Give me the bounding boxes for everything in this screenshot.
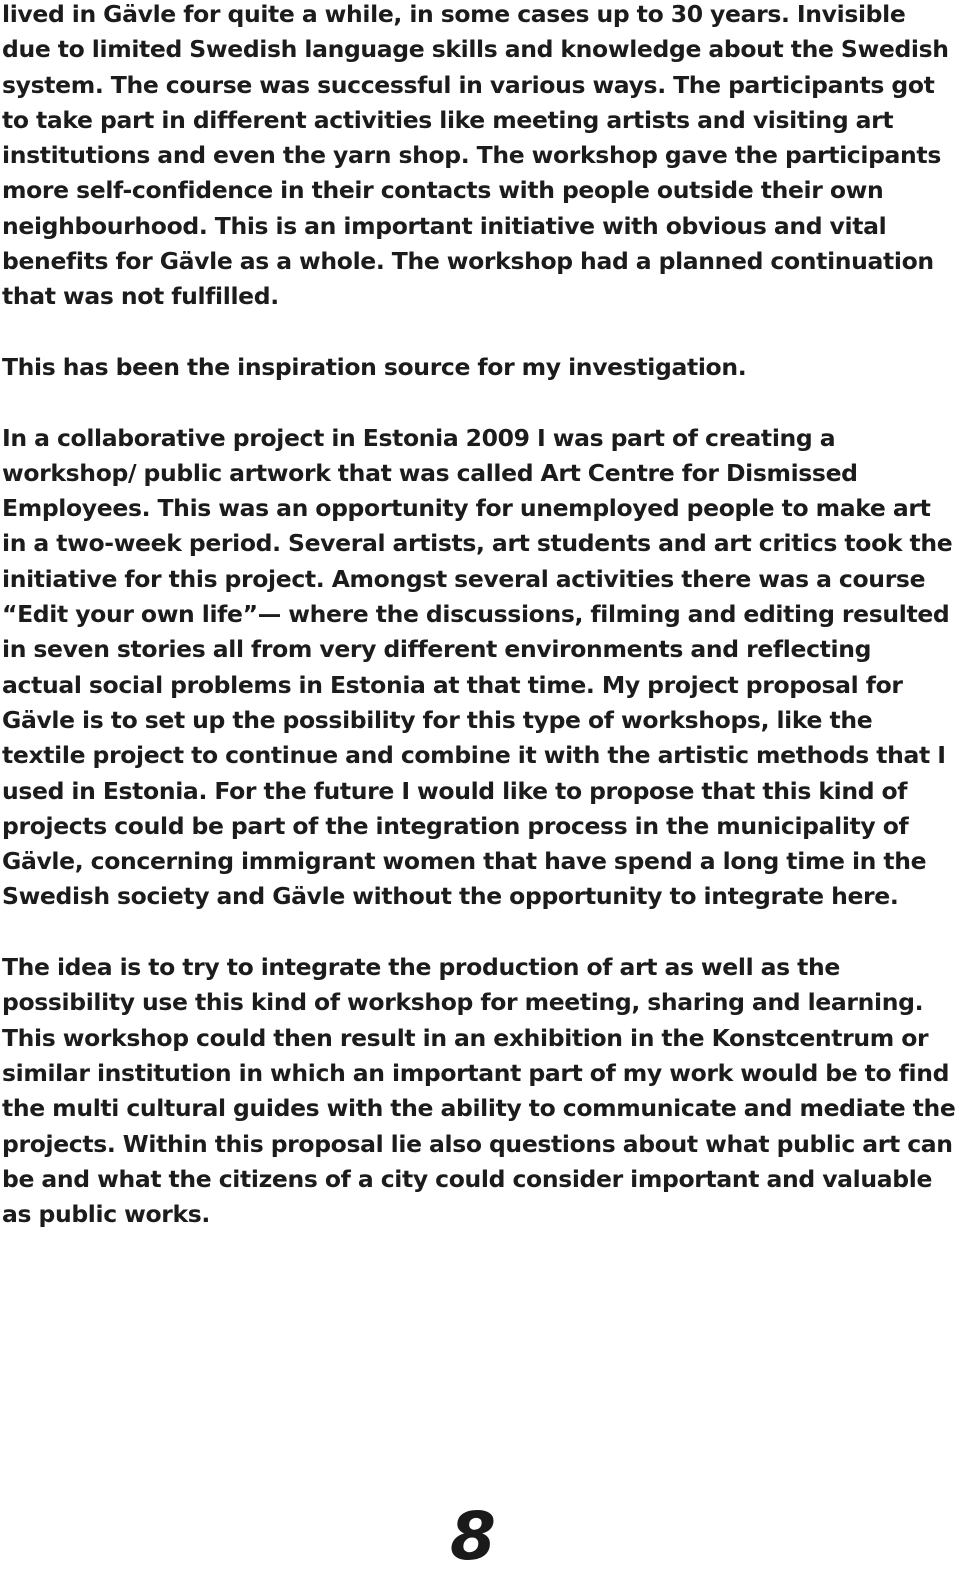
- paragraph-2: This has been the inspiration source for my investigation.: [2, 352, 747, 381]
- page-number: 8: [450, 1498, 496, 1575]
- paragraph-4: The idea is to try to integrate the production of art as well as the possibility use this kind of workshop for meeting, sharing and learning. This workshop could then result in an exhibition in the Konstcentrum or similar institution in which an important part of my work would be to find the multi cultural guides with the ability to communicate and mediate the projects. Within this proposal lie also questions about what public art can be and what the citizens of a city could consider important and valuable as public works.: [2, 953, 956, 1229]
- paragraph-1: lived in Gävle for quite a while, in some cases up to 30 years. Invisible due to limited Swedish language skills and knowledge about the Swedish system. The course was successful in various ways. The participants got to take part in different activities like meeting artists and visiting art institutions and even the yarn shop. The workshop gave the participants more self-confidence in their contacts with people outside their own neighbourhood. This is an important initiative with obvious and vital benefits for Gävle as a whole. The workshop had a planned continuation that was not fulfilled.: [2, 0, 949, 311]
- body-text: [2, 0, 956, 1232]
- paragraph-3: In a collaborative project in Estonia 2009 I was part of creating a workshop/ public artwork that was called Art Centre for Dismissed Employees. This was an opportunity for unemployed people to make art in a two-week period. Several artists, art students and art critics took the initiative for this project. Amongst several activities there was a course “Edit your own life”— where the discussions, filming and editing resulted in seven stories all from very different environments and reflecting actual social problems in Estonia at that time. My project proposal for Gävle is to set up the possibility for this type of workshops, like the textile project to continue and combine it with the artistic methods that I used in Estonia. For the future I would like to propose that this kind of projects could be part of the integration process in the municipality of Gävle, concerning immigrant women that have spend a long time in the Swedish society and Gävle without the opportunity to integrate here.: [2, 423, 953, 911]
